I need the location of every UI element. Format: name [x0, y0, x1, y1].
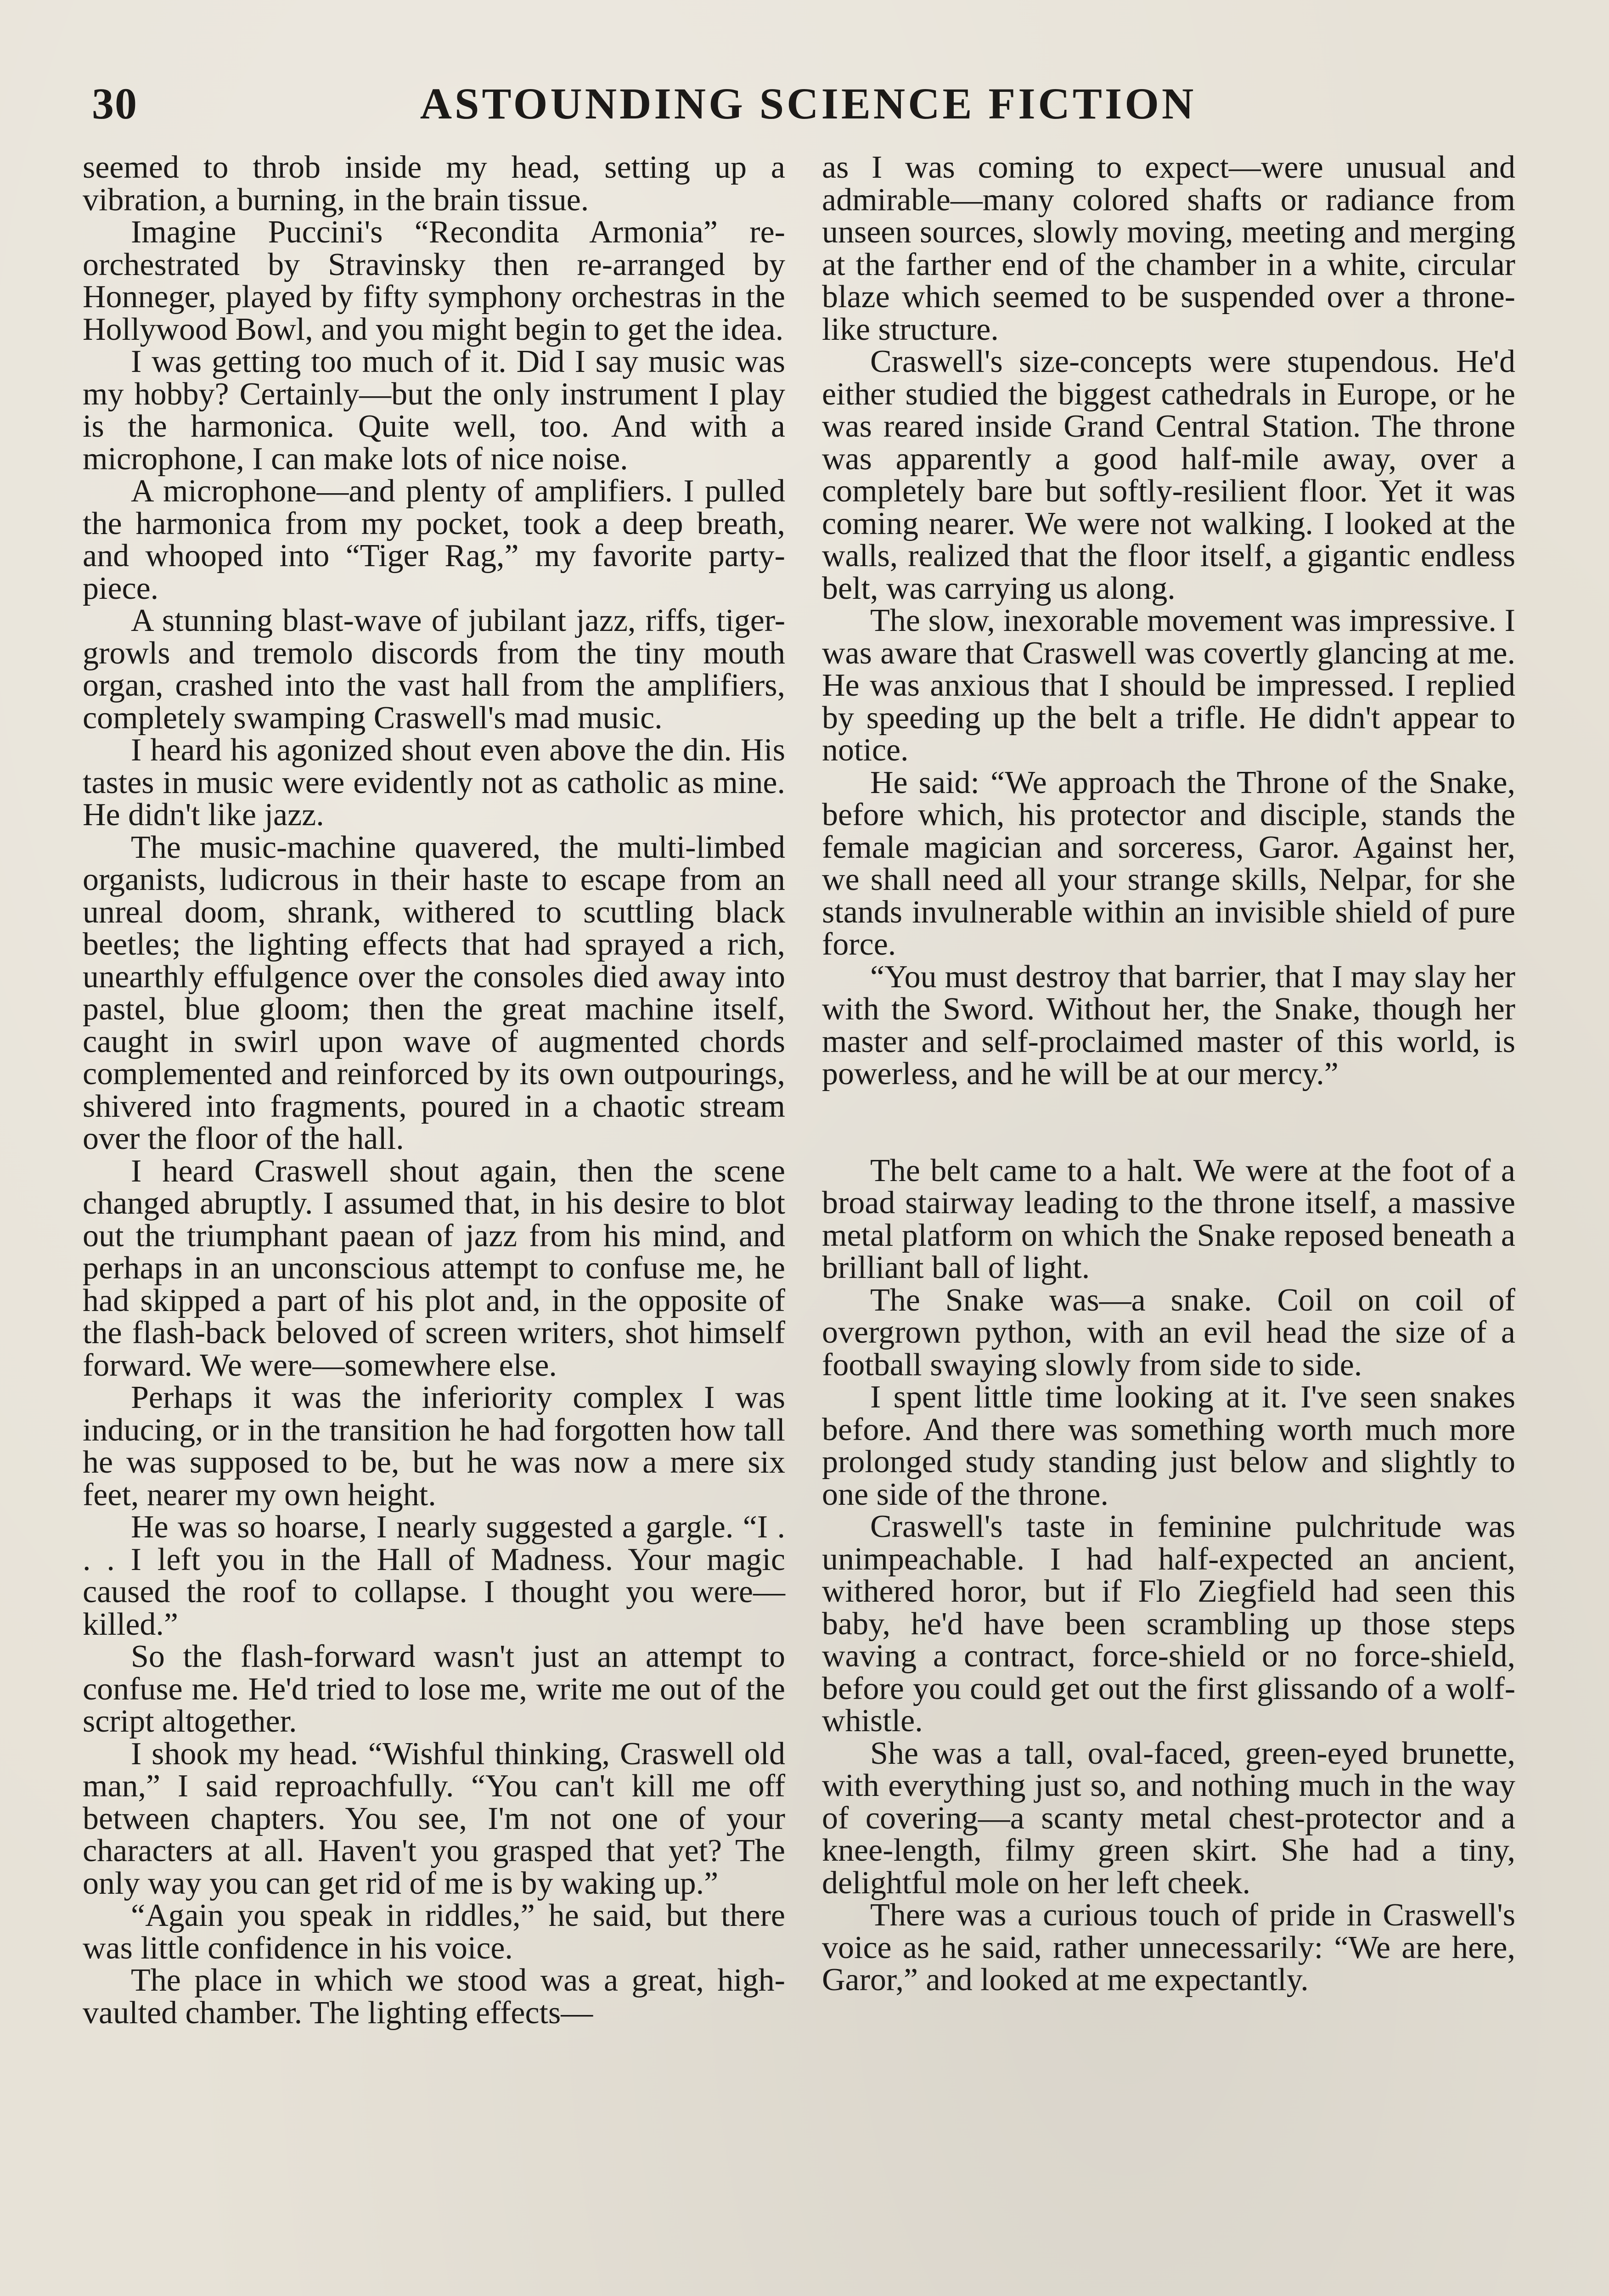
paragraph: A microphone—and plenty of amplifiers. I pulled the harmonica from my pocket, took a deep breath, and whooped into “Tiger Rag,” my favorite party-piece. [83, 473, 785, 606]
paragraph: “Again you speak in riddles,” he said, but there was little confidence in his voice. [83, 1898, 785, 1966]
paragraph: seemed to throb inside my head, setting up a vibration, a burning, in the brain tissue. [83, 150, 785, 218]
paragraph: He was so hoarse, I nearly suggested a gargle. “I . . . I left you in the Hall of Madness. Your magic caused the roof to collapse. I thought you were—killed.” [83, 1509, 785, 1642]
running-title: ASTOUNDING SCIENCE FICTION [420, 79, 1197, 128]
paragraph: So the flash-forward wasn't just an attempt to confuse me. He'd tried to lose me, write me out of the script altogether. [83, 1639, 785, 1739]
paragraph: A stunning blast-wave of jubilant jazz, riffs, tiger-growls and tremolo discords from the tiny mouth organ, crashed into the vast hall from the amplifiers, completely swamping Craswell's mad music. [83, 603, 785, 736]
paragraph: Perhaps it was the inferiority complex I was inducing, or in the transition he had forgotten how tall he was supposed to be, but he was now a mere six feet, nearer my own height. [83, 1380, 785, 1513]
paragraph: The music-machine quavered, the multi-limbed organists, ludicrous in their haste to escape from an unreal doom, shrank, withered to scuttling black beetles; the lighting effects that had sprayed a rich, unearthly effulgence over the consoles died away into pastel, blue gloom; then the great machine itself, caught in swirl upon wave of augmented chords complemented and reinforced by its own outpourings, shivered into fragments, poured in a chaotic stream over the floor of the hall. [83, 829, 785, 1156]
paragraph: Imagine Puccini's “Recondita Armonia” re-orchestrated by Stravinsky then re-arranged by Honneger, played by fifty symphony orchestras in the Hollywood Bowl, and you might begin to get the idea. [83, 214, 785, 347]
paragraph: She was a tall, oval-faced, green-eyed brunette, with everything just so, and nothing much in the way of covering—a scanty metal chest-protector and a knee-length, filmy green skirt. She had a tiny, delightful mole on her left cheek. [822, 1735, 1515, 1901]
paragraph: The belt came to a halt. We were at the foot of a broad stairway leading to the throne itself, a massive metal platform on which the Snake reposed beneath a brilliant ball of light. [822, 1153, 1515, 1285]
paragraph: The slow, inexorable movement was impressive. I was aware that Craswell was covertly glancing at me. He was anxious that I should be impressed. I replied by speeding up the belt a trifle. He didn't appear to notice. [822, 603, 1515, 768]
paragraph: The Snake was—a snake. Coil on coil of overgrown python, with an evil head the size of a football swaying slowly from side to side. [822, 1282, 1515, 1383]
paragraph: as I was coming to expect—were unusual and admirable—many colored shafts or radiance from unseen sources, slowly moving, meeting and merging at the farther end of the chamber in a white, circular blaze which seemed to be suspended over a throne-like structure. [822, 150, 1515, 347]
right-column [822, 152, 1515, 1997]
page-header [92, 78, 1525, 138]
paragraph: I heard his agonized shout even above the din. His tastes in music were evidently not as catholic as mine. He didn't like jazz. [83, 732, 785, 833]
page-number: 30 [92, 79, 138, 128]
paragraph: He said: “We approach the Throne of the Snake, before which, his protector and disciple, stands the female magician and sorceress, Garor. Against her, we shall need all your strange skills, Nelpar, for she stands invulnerable within an invisible shield of pure force. [822, 765, 1515, 962]
paragraph: I heard Craswell shout again, then the scene changed abruptly. I assumed that, in his desire to blot out the triumphant paean of jazz from his mind, and perhaps in an unconscious attempt to confuse me, he had skipped a part of his plot and, in the opposite of the flash-back beloved of screen writers, shot himself forward. We were—somewhere else. [83, 1153, 785, 1383]
paragraph: The place in which we stood was a great, high-vaulted chamber. The lighting effects— [83, 1963, 785, 2031]
paragraph: I was getting too much of it. Did I say music was my hobby? Certainly—but the only instrument I play is the harmonica. Quite well, too. And with a microphone, I can make lots of nice noise. [83, 344, 785, 477]
paragraph: “You must destroy that barrier, that I may slay her with the Sword. Without her, the Snake, though her master and self-proclaimed master of this world, is powerless, and he will be at our mercy.” [822, 959, 1515, 1092]
paragraph: I shook my head. “Wishful thinking, Craswell old man,” I said reproachfully. “You can't kill me off between chapters. You see, I'm not one of your characters at all. Haven't you grasped that yet? The only way you can get rid of me is by waking up.” [83, 1736, 785, 1901]
left-column [83, 152, 785, 2029]
paragraph: I spent little time looking at it. I've seen snakes before. And there was something worth much more prolonged study standing just below and slightly to one side of the throne. [822, 1379, 1515, 1512]
paragraph: Craswell's size-concepts were stupendous. He'd either studied the biggest cathedrals in Europe, or he was reared inside Grand Central Station. The throne was apparently a good half-mile away, over a completely bare but softly-resilient floor. Yet it was coming nearer. We were not walking. I looked at the walls, realized that the floor itself, a gigantic endless belt, was carrying us along. [822, 344, 1515, 606]
paragraph: There was a curious touch of pride in Craswell's voice as he said, rather unnecessarily: “We are here, Garor,” and looked at me expectantly. [822, 1897, 1515, 1998]
paragraph: Craswell's taste in feminine pulchritude was unimpeachable. I had half-expected an ancient, withered horor, but if Flo Ziegfield had seen this baby, he'd have been scrambling up those steps waving a contract, force-shield or no force-shield, before you could get out the first glissando of a wolf-whistle. [822, 1509, 1515, 1739]
